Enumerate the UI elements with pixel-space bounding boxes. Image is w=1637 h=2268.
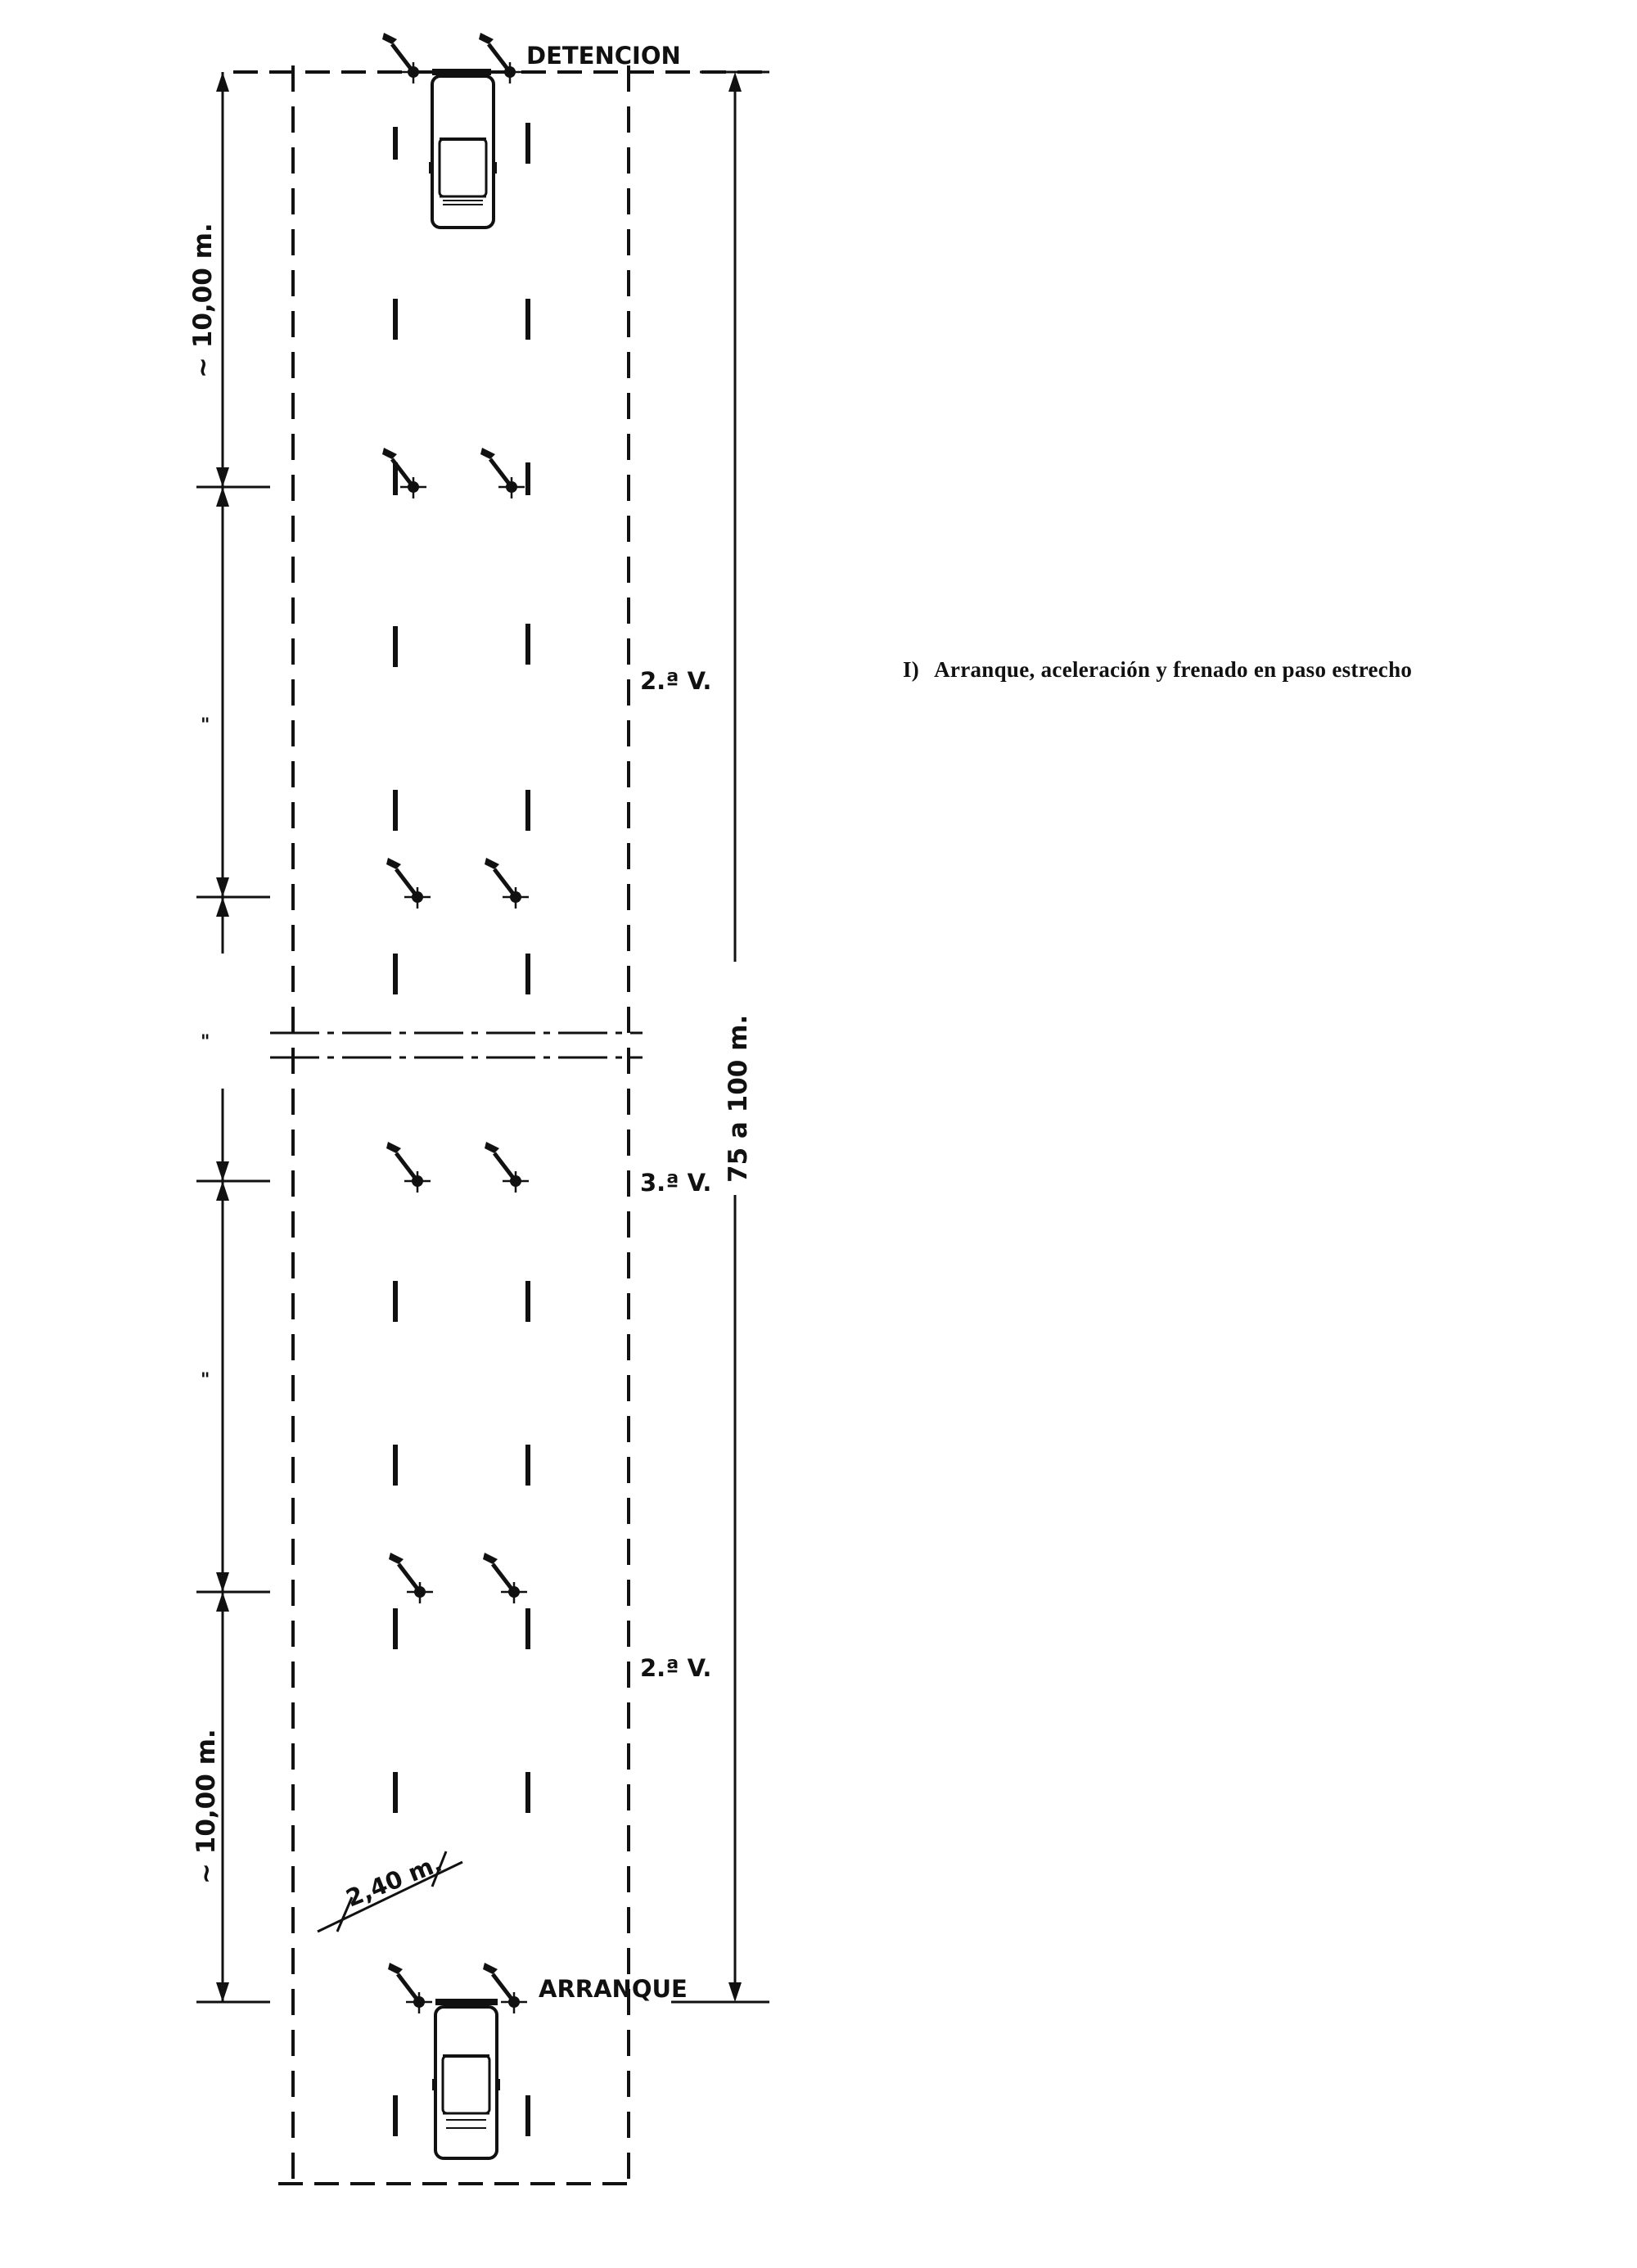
stake-marker — [382, 448, 426, 498]
stop-label: DETENCION — [526, 42, 681, 70]
lane-width-label: 2,40 m. — [341, 1848, 446, 1913]
car-bottom — [432, 2007, 500, 2158]
total-length-label: 75 a 100 m. — [724, 1014, 753, 1183]
ditto-mark: " — [201, 715, 210, 736]
ditto-mark: " — [201, 1370, 210, 1391]
road-boundaries — [233, 65, 765, 2194]
segment-top-label: ~ 10,00 m. — [188, 223, 218, 378]
lane-dashes — [395, 123, 528, 2136]
caption-number: I) — [903, 657, 920, 682]
start-label: ARRANQUE — [539, 1975, 688, 2003]
stakes — [382, 33, 529, 2013]
stake-marker — [483, 1553, 527, 1603]
stake-marker — [389, 1553, 433, 1603]
gear-label-second-bottom: 2.ª V. — [640, 1654, 712, 1682]
segment-bottom-label: ~ 10,00 m. — [192, 1729, 221, 1884]
stake-marker — [485, 858, 529, 909]
gear-label-third: 3.ª V. — [640, 1169, 712, 1197]
caption-text: Arranque, aceleración y frenado en paso estrecho — [934, 657, 1413, 682]
stake-marker — [386, 858, 431, 909]
stake-marker — [480, 448, 525, 498]
figure-caption — [903, 657, 1412, 683]
right-dimension — [671, 72, 769, 2002]
car-top — [429, 76, 497, 228]
stake-marker — [388, 1963, 432, 2013]
gear-label-second-top: 2.ª V. — [640, 667, 712, 695]
stake-marker — [485, 1142, 529, 1193]
stake-marker — [386, 1142, 431, 1193]
ditto-mark: " — [201, 1032, 210, 1053]
stake-marker — [382, 33, 426, 83]
